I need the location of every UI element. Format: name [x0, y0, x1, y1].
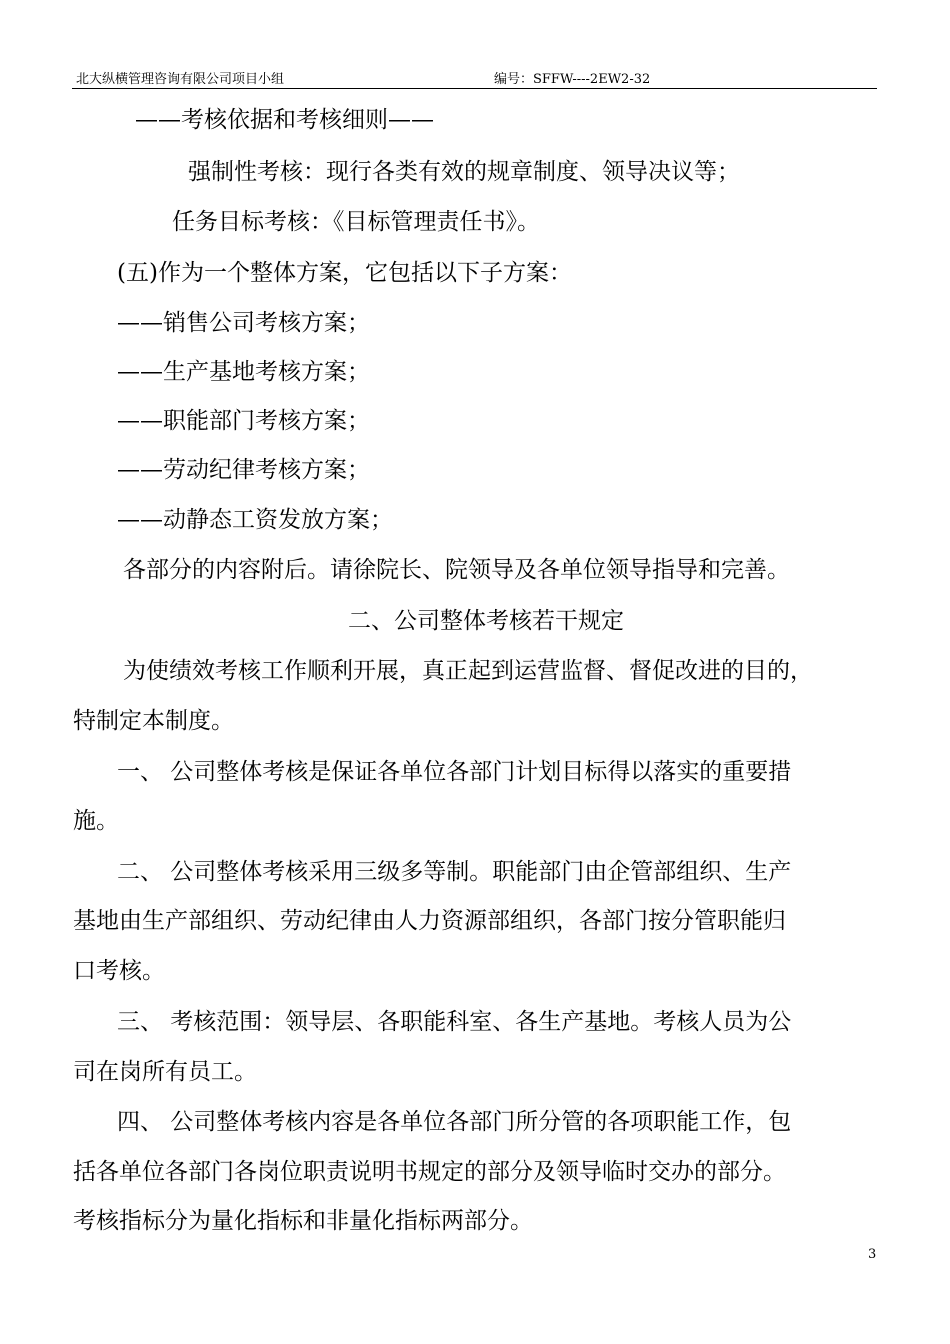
text-line: 一、 公司整体考核是保证各单位各部门计划目标得以落实的重要措: [117, 759, 792, 785]
text-line: ——生产基地考核方案；: [117, 359, 370, 385]
page-header: [72, 68, 877, 89]
text-line: 任务目标考核：《目标管理责任书》。: [172, 209, 540, 235]
text-line: 施。: [73, 808, 119, 834]
text-line: 基地由生产部组织、劳动纪律由人力资源部组织，各部门按分管职能归: [73, 908, 786, 934]
text-line: 为使绩效考核工作顺利开展，真正起到运营监督、督促改进的目的，: [123, 658, 813, 684]
text-line: 各部分的内容附后。请徐院长、院领导及各单位领导指导和完善。: [123, 557, 790, 583]
text-line: ——劳动纪律考核方案；: [117, 457, 370, 483]
text-line: 考核指标分为量化指标和非量化指标两部分。: [73, 1208, 533, 1234]
text-line: 二、 公司整体考核采用三级多等制。职能部门由企管部组织、生产: [117, 859, 792, 885]
text-line: ——销售公司考核方案；: [117, 310, 370, 336]
section-title: 二、公司整体考核若干规定: [348, 608, 624, 634]
text-line: (五)作为一个整体方案，它包括以下子方案：: [117, 260, 572, 286]
text-line: ——职能部门考核方案；: [117, 408, 370, 434]
text-line: 司在岗所有员工。: [73, 1059, 257, 1085]
text-line: 口考核。: [73, 958, 165, 984]
text-line: 三、 考核范围：领导层、各职能科室、各生产基地。考核人员为公: [117, 1009, 792, 1035]
header-company: 北大纵横管理咨询有限公司项目小组: [76, 72, 285, 87]
header-doc-number: 编号：SFFW----2EW2-32: [494, 72, 651, 87]
text-line: ——动静态工资发放方案；: [117, 507, 393, 533]
text-line: ——考核依据和考核细则——: [135, 107, 434, 133]
page-number: 3: [868, 1247, 877, 1262]
text-line: 强制性考核：现行各类有效的规章制度、领导决议等；: [188, 159, 740, 185]
text-line: 括各单位各部门各岗位职责说明书规定的部分及领导临时交办的部分。: [73, 1159, 786, 1185]
text-line: 四、 公司整体考核内容是各单位各部门所分管的各项职能工作，包: [117, 1109, 792, 1135]
text-line: 特制定本制度。: [73, 708, 234, 734]
